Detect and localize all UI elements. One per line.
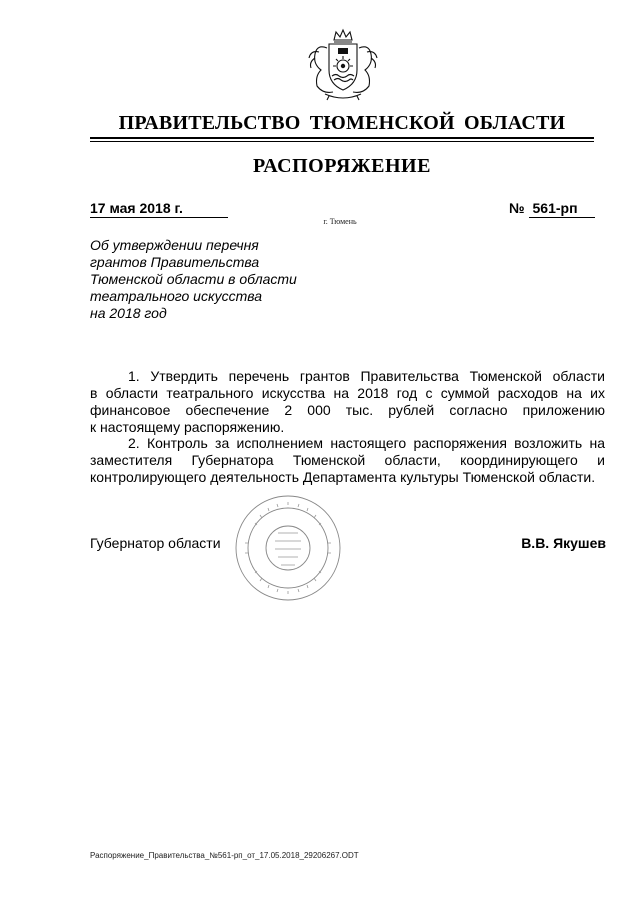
coat-of-arms-icon (303, 28, 383, 102)
footer-filename: Распоряжение_Правительства_№561-рп_от_17.05.2018_29206267.ODT (90, 851, 359, 860)
subject-line: Тюменской области в области (90, 271, 297, 287)
city-label: г. Тюмень (323, 217, 357, 226)
paragraph-line: к настоящему распоряжению. (90, 419, 285, 435)
document-subject (90, 237, 330, 322)
paragraph-1 (90, 368, 605, 436)
number-sign: № (509, 200, 525, 216)
paragraph-line: 2. Контроль за исполнением настоящего распоряжения возложить на (128, 435, 605, 451)
government-title: ПРАВИТЕЛЬСТВО ТЮМЕНСКОЙ ОБЛАСТИ (118, 112, 566, 134)
paragraph-line: контролирующего деятельность Департамента культуры Тюменской области. (90, 469, 596, 485)
subject-line: Об утверждении перечня (90, 237, 259, 253)
paragraph-line: заместителя Губернатора Тюменской области, координирующего и (90, 452, 605, 468)
document-date: 17 мая 2018 г. (90, 200, 228, 218)
paragraph-2 (90, 435, 605, 486)
document-number: 561-рп (529, 200, 595, 218)
paragraph-line: финансовое обеспечение 2 000 тыс. рублей согласно приложению (90, 402, 605, 418)
subject-line: грантов Правительства (90, 254, 260, 270)
signer-position: Губернатор области (90, 535, 221, 551)
signer-name: В.В. Якушев (521, 535, 606, 551)
document-number-field (509, 200, 595, 218)
paragraph-line: 1. Утвердить перечень грантов Правительства Тюменской области (128, 368, 605, 384)
paragraph-line: в области театрального искусства на 2018 год с суммой расходов на их (90, 385, 605, 401)
header-rule-thick (90, 137, 594, 139)
subject-line: театрального искусства (90, 288, 263, 304)
header-rule-thin (90, 141, 594, 142)
subject-line: на 2018 год (90, 305, 167, 321)
document-type: РАСПОРЯЖЕНИЕ (253, 155, 431, 177)
official-seal-icon (233, 493, 343, 603)
